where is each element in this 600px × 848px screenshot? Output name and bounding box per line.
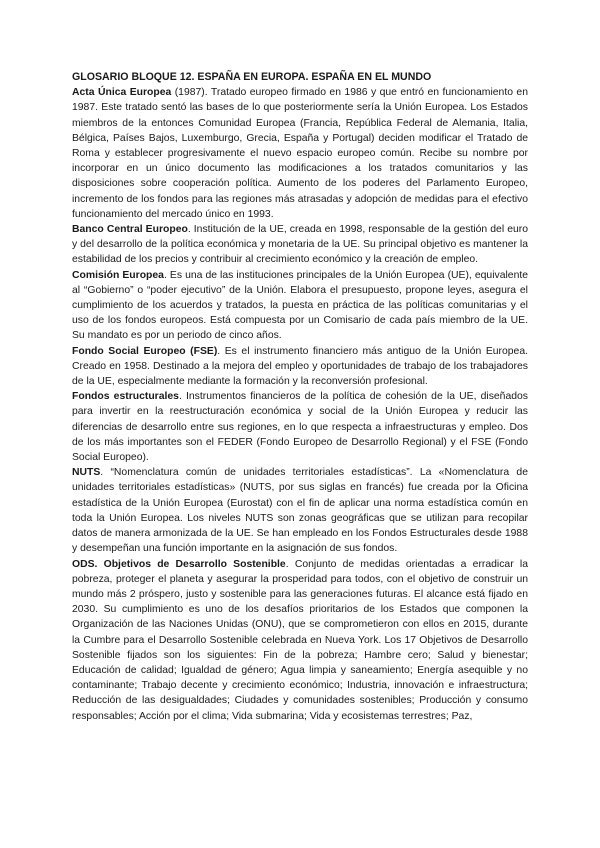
entry-definition: . “Nomenclatura común de unidades territoriales estadísticas”. La «Nomenclatura de unidades territoriales estadísticas» (NUTS, por sus siglas en francés) fue creada por la Oficina estadística de la Unión Europea (Eurostat) con el fin de aplicar una norma estadística común en toda la Unión Europea. Los niveles NUTS son zonas geográficas que se utilizan para recopilar datos de manera armonizada de la UE. Se han empleado en los Fondos Estructurales desde 1988 y desempeñan una función importante en la asignación de sus fondos.: [72, 467, 528, 555]
document-page: [72, 70, 528, 724]
entry-definition: (1987). Tratado europeo firmado en 1986 y que entró en funcionamiento en 1987. Este tratado sentó las bases de lo que posteriormente sería la Unión Europea. Los Estados miembros de la entonces Comunidad Europea (Francia, República Federal de Alemania, Italia, Bélgica, Países Bajos, Luxemburgo, Grecia, España y Portugal) deciden modificar el Tratado de Roma y establecer progresivamente el nuevo espacio europeo común. Recibe su nombre por incorporar en un único documento las modificaciones a los tratados comunitarios y las disposiciones sobre cooperación política. Aumento de los poderes del Parlamento Europeo, incremento de los fondos para las regiones más atrasadas y adopción de medidas para el efectivo funcionamiento del mercado único en 1993.: [72, 87, 528, 220]
glossary-entry-fondos-estructurales: [72, 389, 528, 465]
entry-term: NUTS: [72, 467, 101, 479]
glossary-entry-ods: [72, 557, 528, 724]
glossary-entry-fse: [72, 344, 528, 390]
glossary-entry-nuts: [72, 465, 528, 556]
glossary-entry-acta-unica: [72, 85, 528, 222]
entry-term: ODS. Objetivos de Desarrollo Sostenible: [72, 558, 286, 570]
entry-definition: . Es el instrumento financiero más antiguo de la Unión Europea. Creado en 1958. Destinado a la mejora del empleo y oportunidades de trabajo de los trabajadores de la UE, especialmente mediante la formación y la reconversión profesional.: [72, 345, 528, 388]
glossary-entry-comision-europea: [72, 268, 528, 344]
entry-term: Fondos estructurales: [72, 391, 179, 403]
entry-term: Banco Central Europeo: [72, 224, 188, 236]
entry-definition: . Instrumentos financieros de la política de cohesión de la UE, diseñados para invertir en la reestructuración económica y social de la Unión Europea y reducir las diferencias de desarrollo entre sus regiones, en lo que respecta a infraestructuras y empleo. Dos de los más importantes son el FEDER (Fondo Europeo de Desarrollo Regional) y el FSE (Fondo Social Europeo).: [72, 391, 528, 464]
glossary-entry-banco-central: [72, 222, 528, 268]
entry-term: Fondo Social Europeo (FSE): [72, 345, 218, 357]
entry-definition: . Institución de la UE, creada en 1998, responsable de la gestión del euro y del desarrollo de la política económica y monetaria de la UE. Su principal objetivo es mantener la estabilidad de los precios y contribuir al crecimiento económico y la creación de empleo.: [72, 224, 528, 266]
entry-definition: . Es una de las instituciones principales de la Unión Europea (UE), equivalente al “Gobierno” o “poder ejecutivo” de la Unión. Elabora el presupuesto, propone leyes, asegura el cumplimiento de los acuerdos y tratados, la puesta en práctica de las políticas comunitarias y el uso de los fondos europeos. Está compuesta por un Comisario de cada país miembro de la UE. Su mandato es por un periodo de cinco años.: [72, 269, 529, 342]
entry-definition: . Conjunto de medidas orientadas a erradicar la pobreza, proteger el planeta y asegurar la prosperidad para todos, con el objetivo de construir un mundo más 2 próspero, justo y sostenible para las generaciones futuras. El alcance está fijado en 2030. Su cumplimiento es uno de los desafíos prioritarios de los Estados que componen la Organización de las Naciones Unidas (ONU), que se comprometieron con ellos en 2015, durante la Cumbre para el Desarrollo Sostenible celebrada en Nueva York. Los 17 Objetivos de Desarrollo Sostenible fijados son los siguientes: Fin de la pobreza; Hambre cero; Salud y bienestar; Educación de calidad; Igualdad de género; Agua limpia y saneamiento; Energía asequible y no contaminante; Trabajo decente y crecimiento económico; Industria, innovación e infraestructura; Reducción de las desigualdades; Ciudades y comunidades sostenibles; Producción y consumo responsables; Acción por el clima; Vida submarina; Vida y ecosistemas terrestres; Paz,: [72, 558, 528, 722]
entry-term: Acta Única Europea: [72, 87, 172, 99]
entry-term: Comisión Europea: [72, 269, 164, 281]
glossary-title: GLOSARIO BLOQUE 12. ESPAÑA EN EUROPA. ESPAÑA EN EL MUNDO: [72, 71, 432, 83]
